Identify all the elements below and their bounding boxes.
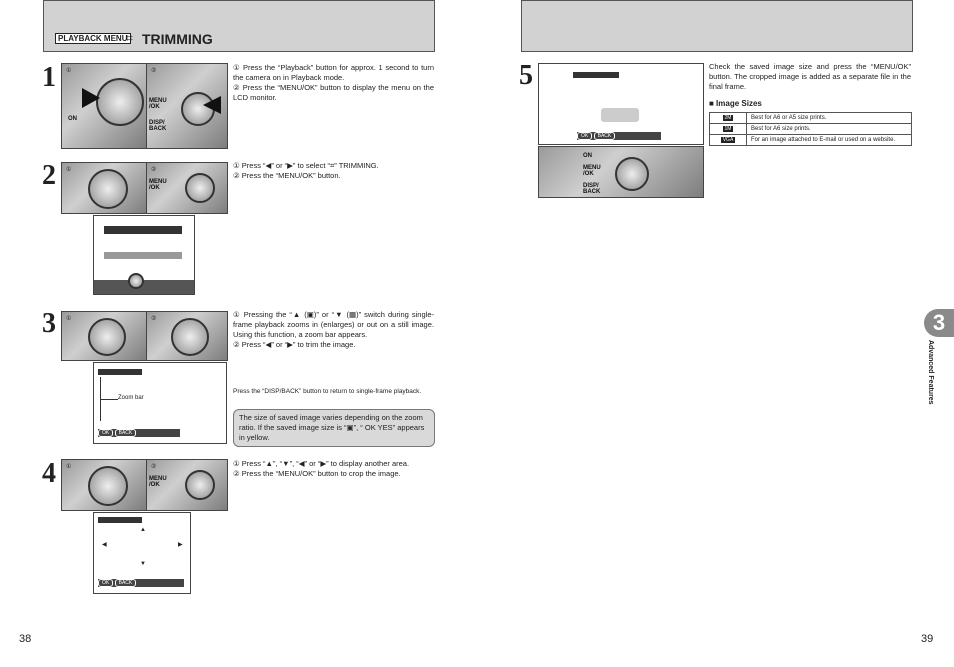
right-arrow-icon: ▶: [178, 542, 183, 548]
size-badge: VGA: [722, 137, 734, 143]
ok-back-bar: [98, 429, 180, 437]
left-header-bar: [43, 0, 435, 52]
image-sizes-table: [709, 112, 912, 146]
dpad-dial: [171, 318, 209, 356]
step-2-line-1: ① Press “◀” or “▶” to select “⌗” TRIMMING.: [233, 161, 379, 170]
back-label: BACK: [115, 579, 137, 587]
step-2-line-2: ② Press the “MENU/OK” button.: [233, 171, 341, 180]
image-sizes-heading: ■ Image Sizes: [709, 99, 762, 108]
step-number-5: 5: [519, 60, 533, 91]
save-size-box: [601, 108, 639, 122]
camera-photo-menu: [146, 63, 228, 149]
step-5-text: Check the saved image size and press the “MENU/OK” button. The cropped image is added as a separate file in the final frame.: [709, 62, 911, 91]
table-row: [710, 124, 912, 135]
right-header-bar: [521, 0, 913, 52]
step-3-text: [233, 310, 434, 350]
menu-ok-button: [185, 173, 215, 203]
back-label: BACK: [594, 132, 616, 140]
circled-1: ①: [66, 464, 72, 470]
menu-ok-button: [185, 470, 215, 500]
circled-2: ②: [151, 316, 157, 322]
size-cell: [710, 113, 747, 124]
zoom-title-bar: [98, 369, 142, 375]
disp-back-label: DISP/ BACK: [583, 183, 601, 195]
camera-photo-zoom-2: [146, 311, 228, 361]
step-number-1: 1: [42, 62, 56, 93]
section-tag: PLAYBACK MENU: [55, 33, 131, 44]
size-description: For an image attached to E-mail or used on a website.: [747, 135, 912, 146]
camera-photo-menu-4: [146, 459, 228, 511]
step-1-text: [233, 63, 434, 103]
on-label: ON: [68, 116, 77, 122]
step-2-text: [233, 161, 434, 181]
ok-back-bar: [98, 579, 184, 587]
camera-photo-zoom-1: [61, 311, 147, 361]
crop-title-bar: [98, 517, 142, 523]
circled-2: ②: [151, 68, 157, 74]
ok-label: OK: [98, 579, 113, 587]
circled-1: ①: [66, 167, 72, 173]
camera-photo-final: [538, 146, 704, 198]
step-3-line-1: ① Pressing the “▲ (▣)” or “▼ (▦)” switch during single-frame playback zooms in (enlarges) or out on a still image. Using this function, a zoom bar appears.: [233, 310, 434, 339]
ok-label: OK: [577, 132, 592, 140]
menu-ok-label: MENU /OK: [149, 98, 167, 110]
page-number-left: 38: [19, 633, 32, 645]
chapter-tab: 3: [924, 309, 954, 337]
lcd-menu-screen: [93, 215, 195, 295]
up-arrow-icon: ▲: [140, 527, 146, 533]
circled-1: ①: [66, 68, 72, 74]
ok-label: OK: [98, 429, 113, 437]
menu-ok-button: [615, 157, 649, 191]
dpad-dial: [88, 169, 128, 209]
size-cell: [710, 124, 747, 135]
zoom-bar-label: Zoom bar: [118, 395, 144, 401]
step-4-line-2: ② Press the “MENU/OK” button to crop the image.: [233, 469, 401, 478]
menu-icon-strip: [94, 280, 194, 294]
menu-selection-bar: [104, 252, 182, 259]
step-1-line-2: ② Press the “MENU/OK” button to display the menu on the LCD monitor.: [233, 83, 434, 102]
down-arrow-icon: ▼: [140, 561, 146, 567]
saved-size-note: The size of saved image varies depending on the zoom ratio. If the saved image size is “▣”, “ OK YES” appears in yellow.: [233, 409, 435, 447]
arrow-right-icon: [82, 88, 100, 108]
step-4-text: [233, 459, 434, 479]
camera-photo-playback: [61, 63, 147, 149]
step-1-line-1: ① Press the “Playback” button for approx. 1 second to turn the camera on in Playback mode.: [233, 63, 434, 82]
menu-ok-label: MENU /OK: [149, 179, 167, 191]
lcd-zoom-screen: [93, 362, 227, 444]
circled-1: ①: [66, 316, 72, 322]
size-badge: 2M: [724, 115, 732, 121]
circled-2: ②: [151, 464, 157, 470]
on-label: ON: [583, 153, 592, 159]
trimming-icon: [128, 273, 144, 289]
dpad-dial: [88, 466, 128, 506]
step-number-4: 4: [42, 458, 56, 489]
table-row: [710, 113, 912, 124]
page-number-right: 39: [921, 633, 934, 645]
save-title-bar: [573, 72, 619, 78]
circled-2: ②: [151, 167, 157, 173]
menu-title-bar: [104, 226, 182, 234]
zoom-bar-pointer: [100, 399, 118, 400]
disp-back-note: Press the “DISP/BACK” button to return to single-frame playback.: [233, 388, 422, 395]
arrow-left-icon: [203, 96, 221, 114]
size-cell: [710, 135, 747, 146]
ok-back-bar: [577, 132, 661, 140]
disp-back-label: DISP/ BACK: [149, 120, 167, 132]
page-title: TRIMMING: [142, 31, 213, 47]
step-number-3: 3: [42, 308, 56, 339]
step-number-2: 2: [42, 160, 56, 191]
menu-ok-label: MENU /OK: [583, 165, 601, 177]
size-description: Best for A6 size prints.: [747, 124, 912, 135]
camera-photo-dpad: [61, 162, 147, 214]
menu-ok-label: MENU /OK: [149, 476, 167, 488]
camera-photo-dpad-4: [61, 459, 147, 511]
playback-button-dial: [96, 78, 144, 126]
left-arrow-icon: ◀: [102, 542, 107, 548]
step-3-line-2: ② Press “◀” or “▶” to trim the image.: [233, 340, 356, 349]
lcd-save-screen: [538, 63, 704, 145]
back-label: BACK: [115, 429, 137, 437]
chapter-label: Advanced Features: [927, 340, 934, 405]
dpad-dial: [88, 318, 126, 356]
camera-photo-menu-2: [146, 162, 228, 214]
step-4-line-1: ① Press “▲”, “▼”, “◀” or “▶” to display another area.: [233, 459, 410, 468]
table-row: [710, 135, 912, 146]
size-badge: 1M: [724, 126, 732, 132]
trimming-icon: ⌗: [126, 31, 133, 45]
size-description: Best for A6 or A5 size prints.: [747, 113, 912, 124]
lcd-crop-screen: [93, 512, 191, 594]
